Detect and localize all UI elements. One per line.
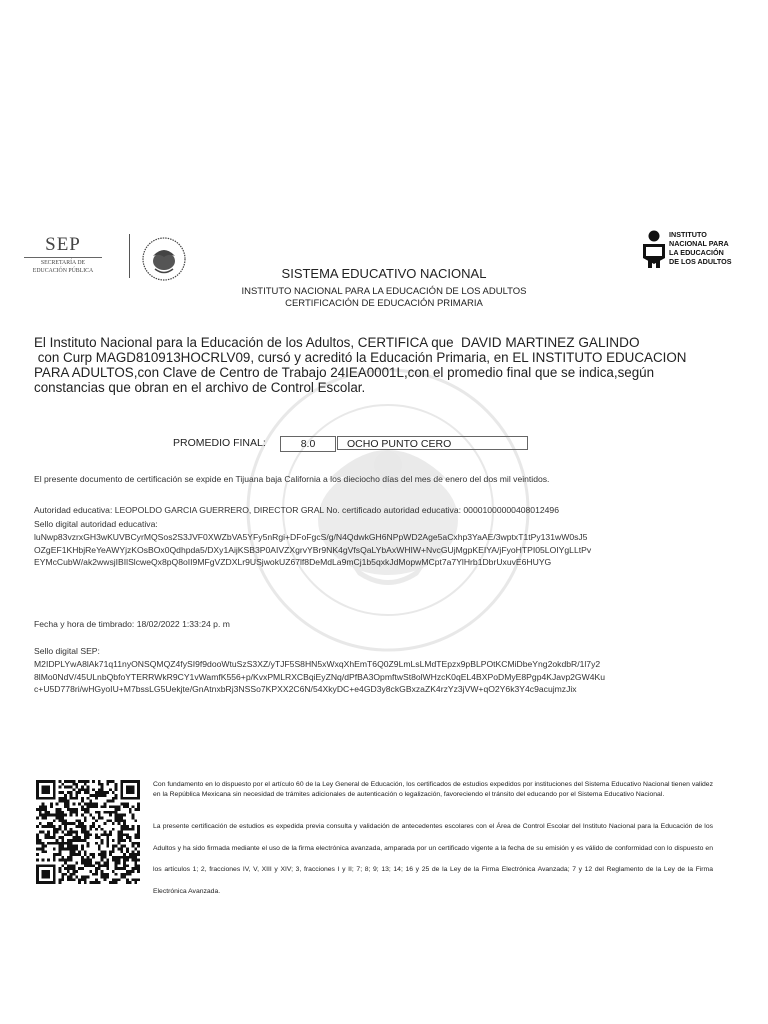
expedition-statement: El presente documento de certificación se expide en Tijuana baja California a los dieciocho días del mes de enero del dos mil veintidos. (34, 474, 550, 484)
certification-line4: constancias que obran en el archivo de Control Escolar. (34, 380, 366, 395)
authority-seal-line: OZgEF1KHbjReYeAWYjzKOsBOx0Qdhpda5/DXy1AijKSB3P0AIVZXgrvYBr9NK4gVfsQaLYbAxWHIW+NvcGUjMgpKEIYA/jFyoHTPI05LOIYgLLtPv (34, 544, 592, 555)
inea-logo-line4: DE LOS ADULTOS (669, 257, 732, 266)
certification-paragraph (34, 335, 734, 395)
promedio-value: 8.0 (280, 436, 336, 452)
certification-line3: PARA ADULTOS,con Clave de Centro de Trabajo 24IEA0001L,con el promedio final que se indica,según (34, 365, 655, 380)
sep-digital-seal (34, 658, 724, 696)
inea-person-book-icon (640, 230, 668, 268)
inea-logo-line2: NACIONAL PARA (669, 239, 729, 248)
certification-subtitle: CERTIFICACIÓN DE EDUCACIÓN PRIMARIA (285, 298, 483, 309)
sep-logo-line1: SECRETARÍA DE (40, 260, 86, 266)
certification-line1 (34, 335, 734, 350)
sep-logo-divider (24, 257, 102, 258)
promedio-label: PROMEDIO FINAL: (173, 437, 266, 449)
authority-seal-line: EYMcCubW/ak2wwsjIBIlSlcweQx8pQ8oII9MFgVZDXLr9USjwokUZ67lf8DeMdLa9mCj1b5qxkJdMopwMCpt7a7YlHrb1DbrUxuvE6HUYG (34, 557, 552, 567)
certification-line2-text: con Curp MAGD810913HOCRLV09, cursó y acreditó la Educación Primaria, en EL INSTITUTO EDUCACION (37, 350, 687, 365)
qr-code-icon (36, 780, 140, 884)
institution-subtitle: INSTITUTO NACIONAL PARA LA EDUCACIÓN DE LOS ADULTOS (241, 286, 527, 297)
student-name: DAVID MARTINEZ GALINDO (461, 335, 640, 350)
sep-seal-label: Sello digital SEP: (34, 646, 100, 656)
sep-seal-line: 8lMo0NdV/45ULnbQbfoYTERRWkR9CY1vWamfK556+p/KvxPMLRXCBqiEyZNq/dPfBA3OpmftwSt8olWHzcK0qEL4BXPoDMyE8Pgp4KJavp2GW4Ku (34, 671, 606, 682)
certification-line2 (34, 350, 734, 365)
stamp-datetime: Fecha y hora de timbrado: 18/02/2022 1:33:24 p. m (34, 619, 230, 629)
promedio-text: OCHO PUNTO CERO (337, 436, 528, 450)
authority-seal-label: Sello digital autoridad educativa: (34, 519, 158, 529)
legal-paragraph-2: La presente certificación de estudios es expedida previa consulta y validación de antecedentes escolares con el Área de Control Escolar del Instituto Nacional para la Educación de los Adultos y ha sido firmada mediante el uso de la firma electrónica avanzada, amparada por un certificado vigente a la fecha de su emisión y es válido de conformidad con lo dispuesto en los artículos 1; 2, fracciones IV, V, XIII y XIV; 3, fracciones I y II; 7; 8; 9; 13; 14; 16 y 25 de la Ley de la Firma Electrónica Avanzada; 7 y 12 del Reglamento de la Ley de la Firma Electrónica Avanzada. (153, 823, 713, 895)
inea-logo-line1: INSTITUTO (669, 230, 707, 239)
certification-prefix: El Instituto Nacional para la Educación de los Adultos, CERTIFICA que (34, 335, 454, 350)
qr-code-modules (36, 780, 140, 884)
sep-seal-line: M2IDPLYwA8lAk71q11nyONSQMQZ4fySI9f9dooWtuSzS3XZ/yTJF5S8HN5xWxqXhEmT6Q0Z9LmLsLMdTEpzx9pBLPOtKCMiDbeYng2okdbR/1l7y2 (34, 659, 601, 669)
inea-logo-line3: LA EDUCACIÓN (669, 248, 724, 257)
authority-seal-line: luNwp83vzrxGH3wKUVBCyrMQSos2S3JVF0XWZbVA5YFy5nRgi+DFoFgcS/g/N4QdwkGH6NPpWD2Age5aCxhp3YaAE/3wptxT1tPy131wW0sJ5 (34, 532, 588, 542)
document-title: SISTEMA EDUCATIVO NACIONAL (281, 266, 487, 281)
authority-digital-seal (34, 531, 724, 569)
sep-seal-line: c+U5D778ri/wHGyoIU+M7bssLG5Uekjte/GnAtnxbRj3NSSo7KPXX2C6N/54XkyDC+e4GD3y8ckGBxzaZK4rzYz3jVW+qO2Y6k3Y4c9acujmzJix (34, 684, 577, 694)
legal-paragraph-1: Con fundamento en lo dispuesto por el artículo 60 de la Ley General de Educación, los certificados de estudios expedidos por instituciones del Sistema Educativo Nacional tienen validez en la República Mexicana sin necesidad de trámites adicionales de autenticación o legalización, favoreciendo el tránsito del educando por el Sistema Educativo Nacional. (153, 781, 713, 798)
educational-authority: Autoridad educativa: LEOPOLDO GARCIA GUERRERO, DIRECTOR GRAL No. certificado autoridad educativa: 00001000000408012496 (34, 505, 559, 515)
sep-logo-word: SEP (45, 234, 81, 255)
sep-logo-line2: EDUCACIÓN PÚBLICA (32, 268, 94, 274)
